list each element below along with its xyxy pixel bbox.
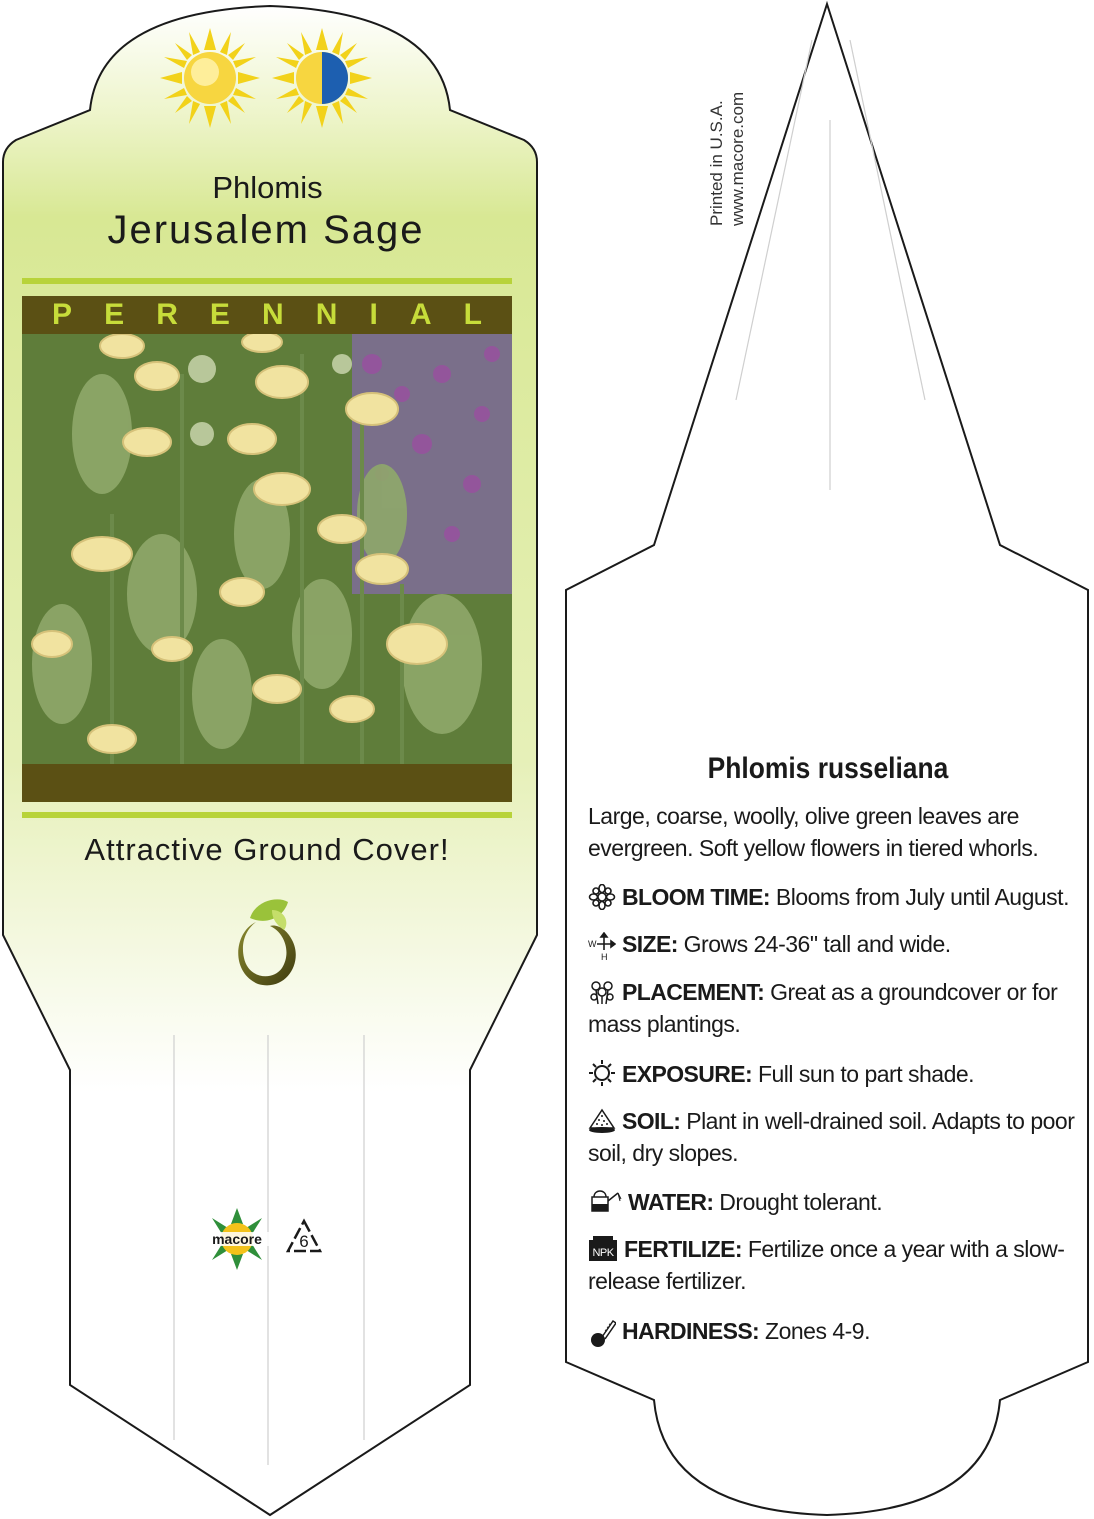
soil-icon bbox=[588, 1108, 616, 1134]
soil-row bbox=[588, 1105, 1078, 1169]
brand-name: macore bbox=[212, 1231, 262, 1247]
printed-info bbox=[706, 26, 748, 226]
size-arrows-icon bbox=[588, 932, 616, 962]
plants-icon bbox=[588, 979, 616, 1005]
category-letter: L bbox=[463, 298, 482, 331]
genus-name: Phlomis bbox=[212, 170, 323, 205]
category-letter: I bbox=[369, 298, 378, 331]
category-letter: E bbox=[104, 298, 125, 331]
size-text: Grows 24-36" tall and wide. bbox=[683, 931, 951, 957]
fertilize-row bbox=[588, 1233, 1078, 1297]
sun-outline-icon bbox=[588, 1059, 616, 1087]
placement-row bbox=[588, 976, 1078, 1040]
category-letter: A bbox=[409, 298, 432, 331]
plant-photo bbox=[22, 334, 512, 764]
exposure-label: EXPOSURE: bbox=[622, 1061, 753, 1087]
size-row bbox=[588, 928, 1078, 962]
category-letter: R bbox=[156, 298, 178, 331]
top-rule bbox=[22, 278, 512, 284]
exposure-text: Full sun to part shade. bbox=[757, 1061, 975, 1087]
size-label: SIZE: bbox=[622, 931, 678, 957]
placement-text: Great as a groundcover or for mass plantings. bbox=[588, 979, 1058, 1037]
bottom-rule bbox=[22, 812, 512, 818]
fertilizer-icon bbox=[588, 1236, 618, 1262]
size-h-letter: H bbox=[601, 952, 607, 962]
common-name: Jerusalem Sage bbox=[107, 208, 425, 252]
hardiness-row bbox=[588, 1315, 1078, 1347]
hardiness-text: Zones 4-9. bbox=[765, 1318, 870, 1344]
water-text: Drought tolerant. bbox=[719, 1189, 883, 1215]
part-sun-icon bbox=[272, 28, 372, 128]
water-row bbox=[588, 1186, 1078, 1218]
fertilize-text: Fertilize once a year with a slow-release fertilizer. bbox=[588, 1236, 1065, 1294]
tagline: Attractive Ground Cover! bbox=[84, 832, 450, 867]
category-banner bbox=[22, 296, 512, 334]
latin-name: Phlomis russeliana bbox=[707, 752, 949, 785]
thermometer-icon bbox=[588, 1317, 616, 1347]
lower-band bbox=[22, 764, 512, 802]
full-sun-icon bbox=[160, 28, 260, 128]
category-letter: N bbox=[262, 298, 284, 331]
recycle-code: 6 bbox=[299, 1232, 309, 1251]
hardiness-label: HARDINESS: bbox=[622, 1318, 760, 1344]
category-letter: P bbox=[52, 298, 73, 331]
website-text: www.macore.com bbox=[728, 91, 747, 226]
leaf-swirl-icon bbox=[226, 892, 306, 992]
bloom-time-label: BLOOM TIME: bbox=[622, 884, 770, 910]
fertilize-label: FERTILIZE: bbox=[624, 1236, 742, 1262]
printed-text: Printed in U.S.A. bbox=[707, 100, 726, 226]
bloom-time-row bbox=[588, 881, 1078, 913]
description: Large, coarse, woolly, olive green leaves are evergreen. Soft yellow flowers in tiered whorls. bbox=[588, 803, 1039, 861]
npk-text: NPK bbox=[592, 1247, 614, 1259]
soil-label: SOIL: bbox=[622, 1108, 681, 1134]
placement-label: PLACEMENT: bbox=[622, 979, 765, 1005]
water-label: WATER: bbox=[628, 1189, 714, 1215]
category-letter: N bbox=[315, 298, 338, 331]
size-w-letter: W bbox=[588, 939, 596, 949]
flower-icon bbox=[588, 884, 616, 910]
bloom-time-text: Blooms from July until August. bbox=[775, 884, 1069, 910]
watering-can-icon bbox=[588, 1187, 622, 1215]
exposure-row bbox=[588, 1058, 1078, 1090]
category-letter: E bbox=[209, 298, 230, 331]
soil-text: Plant in well-drained soil. Adapts to poor soil, dry slopes. bbox=[588, 1108, 1075, 1166]
